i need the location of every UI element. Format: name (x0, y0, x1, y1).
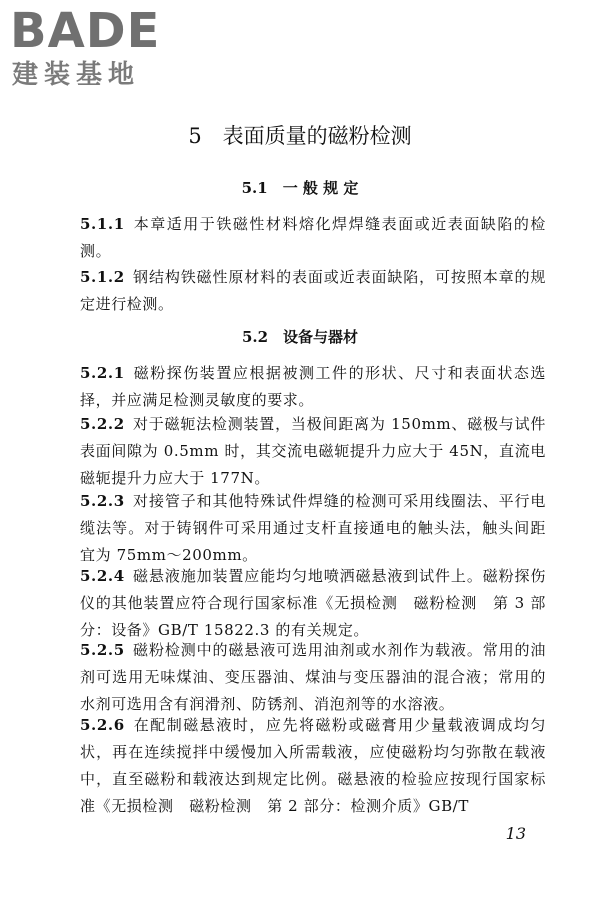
section-title: 5.1 一 般 规 定 (241, 179, 359, 197)
clause-paragraph (80, 211, 546, 265)
clause-number: 5.1.1 (80, 215, 125, 233)
clause-text: 磁粉检测中的磁悬液可选用油剂或水剂作为载液。常用的油剂可选用无味煤油、变压器油、煤油与变压器油的混合液；常用的水剂可选用含有润滑剂、防锈剂、消泡剂等的水溶液。 (80, 641, 546, 713)
logo (4, 2, 184, 92)
clause-paragraph (80, 360, 546, 414)
clause-paragraph (80, 411, 546, 492)
clause-number: 5.2.2 (80, 415, 125, 433)
clause-text: 钢结构铁磁性原材料的表面或近表面缺陷，可按照本章的规定进行检测。 (80, 268, 546, 313)
clause-number: 5.2.3 (80, 492, 125, 510)
clause-text: 本章适用于铁磁性材料熔化焊焊缝表面或近表面缺陷的检测。 (80, 215, 546, 260)
clause-paragraph (80, 563, 546, 644)
logo-subtitle: 建装基地 (12, 60, 141, 90)
clause-paragraph (80, 264, 546, 318)
clause-text: 对接管子和其他特殊试件焊缝的检测可采用线圈法、平行电缆法等。对于铸钢件可采用通过支杆直接通电的触头法，触头间距宜为 75mm～200mm。 (80, 492, 546, 564)
clause-number: 5.2.1 (80, 364, 125, 382)
clause-text: 对于磁轭法检测装置，当极间距离为 150mm、磁极与试件表面间隙为 0.5mm 时，其交流电磁轭提升力应大于 45N，直流电磁轭提升力应大于 177N。 (80, 415, 546, 487)
clause-text: 磁悬液施加装置应能均匀地喷洒磁悬液到试件上。磁粉探伤仪的其他装置应符合现行国家标准《无损检测 磁粉检测 第 3 部分：设备》GB/T 15822.3 的有关规定。 (80, 567, 546, 639)
clause-text: 在配制磁悬液时，应先将磁粉或磁膏用少量载液调成均匀状，再在连续搅拌中缓慢加入所需载液，应使磁粉均匀弥散在载液中，直至磁粉和载液达到规定比例。磁悬液的检验应按现行国家标准《无损检测 磁粉检测 第 2 部分：检测介质》GB/T (80, 716, 546, 815)
clause-number: 5.2.6 (80, 716, 125, 734)
clause-paragraph (80, 712, 546, 820)
logo-brand: BADE (10, 3, 161, 59)
clause-text: 磁粉探伤装置应根据被测工件的形状、尺寸和表面状态选择，并应满足检测灵敏度的要求。 (80, 364, 546, 409)
clause-paragraph (80, 488, 546, 569)
section-title: 5.2 设备与器材 (241, 328, 359, 346)
clause-number: 5.2.4 (80, 567, 125, 585)
clause-paragraph (80, 637, 546, 718)
clause-number: 5.2.5 (80, 641, 125, 659)
chapter-title: 5 表面质量的磁粉检测 (188, 124, 412, 148)
page-number: 13 (505, 824, 526, 843)
clause-number: 5.1.2 (80, 268, 125, 286)
